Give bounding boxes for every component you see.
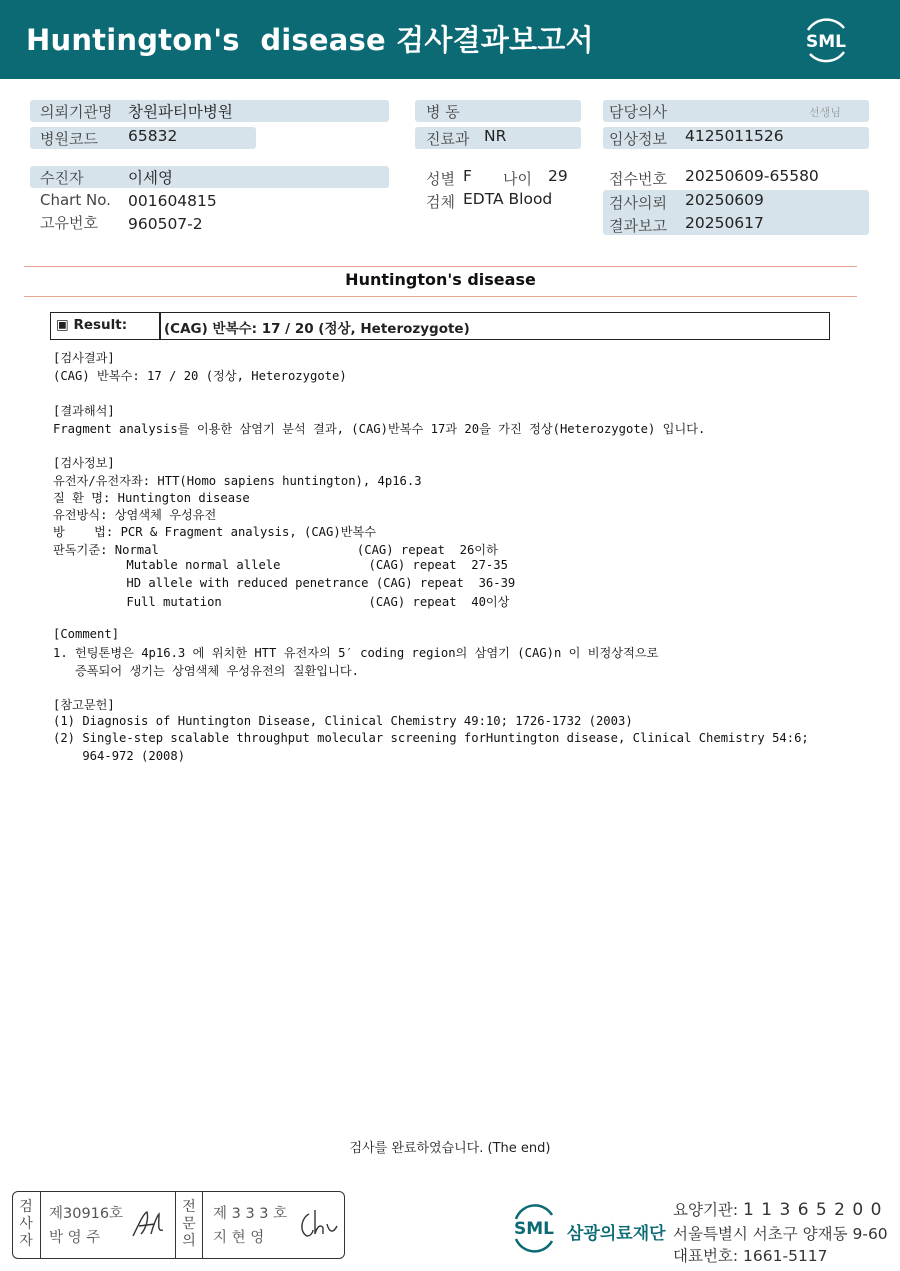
patient-row-bg — [30, 166, 389, 188]
dept-label: 진료과 — [426, 130, 470, 148]
body-line: Fragment analysis를 이용한 삼염기 분석 결과, (CAG)반복수 17과 20을 가진 정상(Heterozygote) 입니다. — [53, 422, 706, 436]
code-label: 병원코드 — [40, 130, 98, 148]
hospital-label: 의뢰기관명 — [40, 103, 113, 121]
footer-address: 서울특별시 서초구 양재동 9-60 — [673, 1225, 888, 1243]
body-line: [참고문헌] — [53, 698, 115, 712]
section-rule-bottom — [24, 296, 857, 297]
specialist-number: 제 3 3 3 호 — [213, 1206, 288, 1222]
doctor-label: 담당의사 — [609, 103, 667, 121]
request-value: 20250609 — [685, 191, 764, 209]
id-value: 960507-2 — [128, 215, 203, 233]
sml-footer-logo-icon — [510, 1199, 558, 1255]
specimen-value: EDTA Blood — [463, 190, 553, 208]
body-line: 964-972 (2008) — [53, 749, 186, 763]
sig-separator — [175, 1192, 176, 1258]
tester-number: 제30916호 — [49, 1206, 124, 1222]
report-label: 결과보고 — [609, 217, 667, 235]
sex-label: 성별 — [426, 170, 455, 188]
tester-name: 박 영 주 — [49, 1230, 101, 1246]
code-value: 65832 — [128, 127, 178, 145]
body-line: [결과해석] — [53, 404, 115, 418]
sml-logo-icon — [798, 12, 854, 68]
logo-text: SML — [806, 32, 846, 52]
result-box — [50, 312, 830, 340]
specimen-label: 검체 — [426, 193, 455, 211]
end-text: 검사를 완료하였습니다. (The end) — [349, 1141, 551, 1156]
body-line: 유전방식: 상염색체 우성유전 — [53, 508, 217, 522]
footer-brand: 삼광의료재단 — [567, 1224, 666, 1244]
request-label: 검사의뢰 — [609, 194, 667, 212]
body-line: HD allele with reduced penetrance (CAG) repeat 36-39 — [53, 576, 516, 590]
chart-value: 001604815 — [128, 192, 217, 210]
clinical-label: 임상정보 — [609, 130, 667, 148]
ward-label: 병 동 — [426, 103, 460, 121]
footer-phone-line — [673, 1244, 828, 1266]
hospital-value: 창원파티마병원 — [128, 103, 233, 121]
section-rule-top — [24, 266, 857, 267]
tester-label: 검 사 자 — [19, 1199, 33, 1249]
body-line: Full mutation (CAG) repeat 40이상 — [53, 595, 510, 609]
body-line: [Comment] — [53, 627, 120, 641]
age-value: 29 — [548, 167, 568, 185]
receipt-value: 20250609-65580 — [685, 167, 819, 185]
receipt-label: 접수번호 — [609, 170, 667, 188]
footer-phone-label: 대표번호: — [673, 1247, 744, 1265]
signature-box — [12, 1191, 345, 1259]
specialist-name: 지 현 영 — [213, 1230, 265, 1246]
report-value: 20250617 — [685, 214, 764, 232]
body-line: [검사정보] — [53, 456, 115, 470]
section-title: Huntington's disease — [345, 270, 536, 289]
footer-code: 1 1 3 6 5 2 0 0 — [743, 1200, 883, 1220]
id-label: 고유번호 — [40, 214, 98, 232]
body-line: Mutable normal allele (CAG) repeat 27-35 — [53, 558, 508, 572]
sex-value: F — [463, 167, 472, 185]
footer-logo-text: SML — [514, 1219, 554, 1239]
specialist-label: 전 문 의 — [182, 1199, 196, 1249]
body-line: [검사결과] — [53, 351, 115, 365]
body-line: 판독기준: Normal (CAG) repeat 26이하 — [53, 543, 498, 557]
footer-code-label: 요양기관: — [673, 1201, 744, 1219]
patient-label: 수진자 — [40, 169, 84, 187]
tester-signature-icon — [129, 1206, 167, 1242]
specialist-signature-icon — [295, 1206, 339, 1242]
footer-code-line — [673, 1198, 882, 1220]
chart-label: Chart No. — [40, 191, 111, 209]
body-line: (2) Single-step scalable throughput molecular screening forHuntington disease, Clinical Chemistry 54:6; — [53, 731, 809, 745]
clinical-value: 4125011526 — [685, 127, 784, 145]
age-label: 나이 — [503, 170, 532, 188]
body-line: 증폭되어 생기는 상염색체 우성유전의 질환입니다. — [53, 664, 359, 678]
footer-phone: 1661-5117 — [743, 1247, 828, 1265]
sig-separator — [40, 1192, 41, 1258]
sig-separator — [202, 1192, 203, 1258]
dept-value: NR — [484, 127, 507, 145]
body-line: (CAG) 반복수: 17 / 20 (정상, Heterozygote) — [53, 369, 347, 383]
body-line: 방 법: PCR & Fragment analysis, (CAG)반복수 — [53, 525, 377, 539]
result-label: ▣ Result: — [56, 317, 128, 333]
report-title: Huntington's disease 검사결과보고서 — [26, 23, 594, 57]
result-value: (CAG) 반복수: 17 / 20 (정상, Heterozygote) — [164, 321, 470, 337]
result-divider — [159, 313, 161, 339]
patient-value: 이세영 — [128, 169, 173, 187]
body-line: 질 환 명: Huntington disease — [53, 491, 250, 505]
doctor-suffix: 선생님 — [809, 106, 841, 119]
body-line: (1) Diagnosis of Huntington Disease, Clinical Chemistry 49:10; 1726-1732 (2003) — [53, 714, 633, 728]
body-line: 유전자/유전자좌: HTT(Homo sapiens huntington), 4p16.3 — [53, 474, 422, 488]
body-line: 1. 헌팅톤병은 4p16.3 에 위치한 HTT 유전자의 5′ coding region의 삼염기 (CAG)n 이 비정상적으로 — [53, 646, 659, 660]
